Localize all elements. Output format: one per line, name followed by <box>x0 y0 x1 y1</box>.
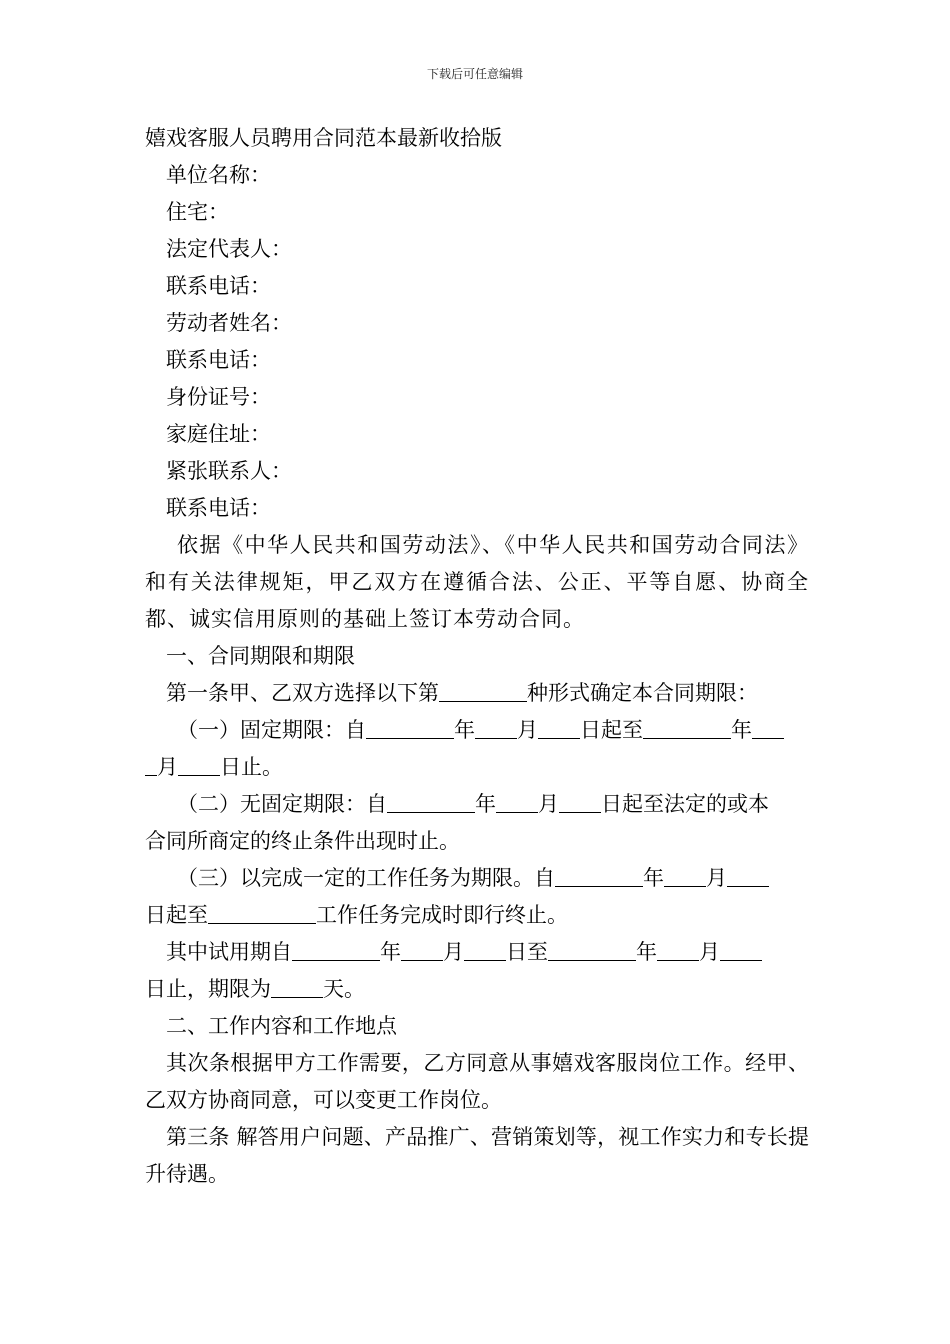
field-company-name: 单位名称： <box>166 163 271 187</box>
probation-label: 其中试用期自 <box>166 940 292 964</box>
field-phone-employee: 联系电话： <box>166 348 271 372</box>
blank-field[interactable] <box>555 866 643 887</box>
blank-field[interactable] <box>401 940 443 961</box>
day-label: 日起至法定的或本 <box>601 792 769 816</box>
field-phone-employer: 联系电话： <box>166 274 271 298</box>
option1-label: （一）固定期限：自 <box>177 718 366 742</box>
option3-line2 <box>145 897 809 934</box>
article2-paragraph: 其次条根据甲方工作需要，乙方同意从事嬉戏客服岗位工作。经甲、乙双方协商同意，可以变更工作岗位。 <box>145 1051 809 1112</box>
day-label: 日起至 <box>145 903 208 927</box>
blank-field[interactable] <box>387 792 475 813</box>
year-label: 年 <box>636 940 657 964</box>
blank-field[interactable] <box>366 718 454 739</box>
blank-field[interactable] <box>439 681 527 702</box>
article1-prefix: 第一条甲、乙双方选择以下第 <box>166 681 439 705</box>
blank-field[interactable] <box>720 940 762 961</box>
month-label: 月 <box>538 792 559 816</box>
blank-field[interactable] <box>464 940 506 961</box>
month-label: 月 <box>699 940 720 964</box>
probation-line2 <box>145 971 809 1008</box>
blank-field[interactable] <box>664 866 706 887</box>
month-label: 月 <box>517 718 538 742</box>
document-title: 嬉戏客服人员聘用合同范本最新收拾版 <box>145 126 502 150</box>
blank-field[interactable] <box>559 792 601 813</box>
probation-line1 <box>145 934 809 971</box>
day-label: 日至 <box>506 940 548 964</box>
option3-line1 <box>145 860 809 897</box>
year-label: 年 <box>475 792 496 816</box>
field-id-number: 身份证号： <box>166 385 271 409</box>
month-label: 月 <box>443 940 464 964</box>
year-label: 年 <box>380 940 401 964</box>
blank-field[interactable] <box>178 755 220 776</box>
intro-paragraph: 依据《中华人民共和国劳动法》、《中华人民共和国劳动合同法》和有关法律规矩，甲乙双方在遵循合法、公正、平等自愿、协商全都、诚实信用原则的基础上签订本劳动合同。 <box>145 533 809 631</box>
year-label: 年 <box>643 866 664 890</box>
field-home-address: 家庭住址： <box>166 422 271 446</box>
blank-field[interactable] <box>496 792 538 813</box>
end-label: 天。 <box>323 977 365 1001</box>
blank-field[interactable] <box>643 718 731 739</box>
day-label: 日起至 <box>580 718 643 742</box>
month-label: 月 <box>157 755 178 779</box>
field-employee-name: 劳动者姓名： <box>166 311 292 335</box>
blank-field[interactable] <box>727 866 769 887</box>
header-note: 下载后可任意编辑 <box>426 67 523 81</box>
year-label: 年 <box>731 718 752 742</box>
year-label: 年 <box>454 718 475 742</box>
section2-heading: 二、工作内容和工作地点 <box>166 1014 397 1038</box>
field-emergency-contact: 紧张联系人： <box>166 459 292 483</box>
period-label: 日止，期限为 <box>145 977 271 1001</box>
blank-field[interactable] <box>208 903 316 924</box>
month-label: 月 <box>706 866 727 890</box>
document-body <box>145 120 809 1193</box>
option3-label: （三）以完成一定的工作任务为期限。自 <box>177 866 555 890</box>
field-legal-representative: 法定代表人： <box>166 237 292 261</box>
option1-line2 <box>145 749 809 786</box>
article1-suffix: 种形式确定本合同期限： <box>527 681 758 705</box>
blank-field[interactable] <box>475 718 517 739</box>
option2-line2: 合同所商定的终止条件出现时止。 <box>145 829 460 853</box>
option1-line1 <box>145 712 809 749</box>
blank-field[interactable] <box>538 718 580 739</box>
blank-field[interactable] <box>145 755 157 776</box>
field-phone-emergency: 联系电话： <box>166 496 271 520</box>
blank-field[interactable] <box>292 940 380 961</box>
article1 <box>145 675 809 712</box>
blank-field[interactable] <box>657 940 699 961</box>
blank-field[interactable] <box>271 977 323 998</box>
field-residence: 住宅： <box>166 200 229 224</box>
option2-label: （二）无固定期限：自 <box>177 792 387 816</box>
end-label: 工作任务完成时即行终止。 <box>316 903 568 927</box>
article3-paragraph: 第三条 解答用户问题、产品推广、营销策划等，视工作实力和专长提升待遇。 <box>145 1125 809 1186</box>
option2-line1 <box>145 786 809 823</box>
blank-field[interactable] <box>752 718 784 739</box>
blank-field[interactable] <box>548 940 636 961</box>
section1-heading: 一、合同期限和期限 <box>166 644 355 668</box>
end-label: 日止。 <box>220 755 283 779</box>
